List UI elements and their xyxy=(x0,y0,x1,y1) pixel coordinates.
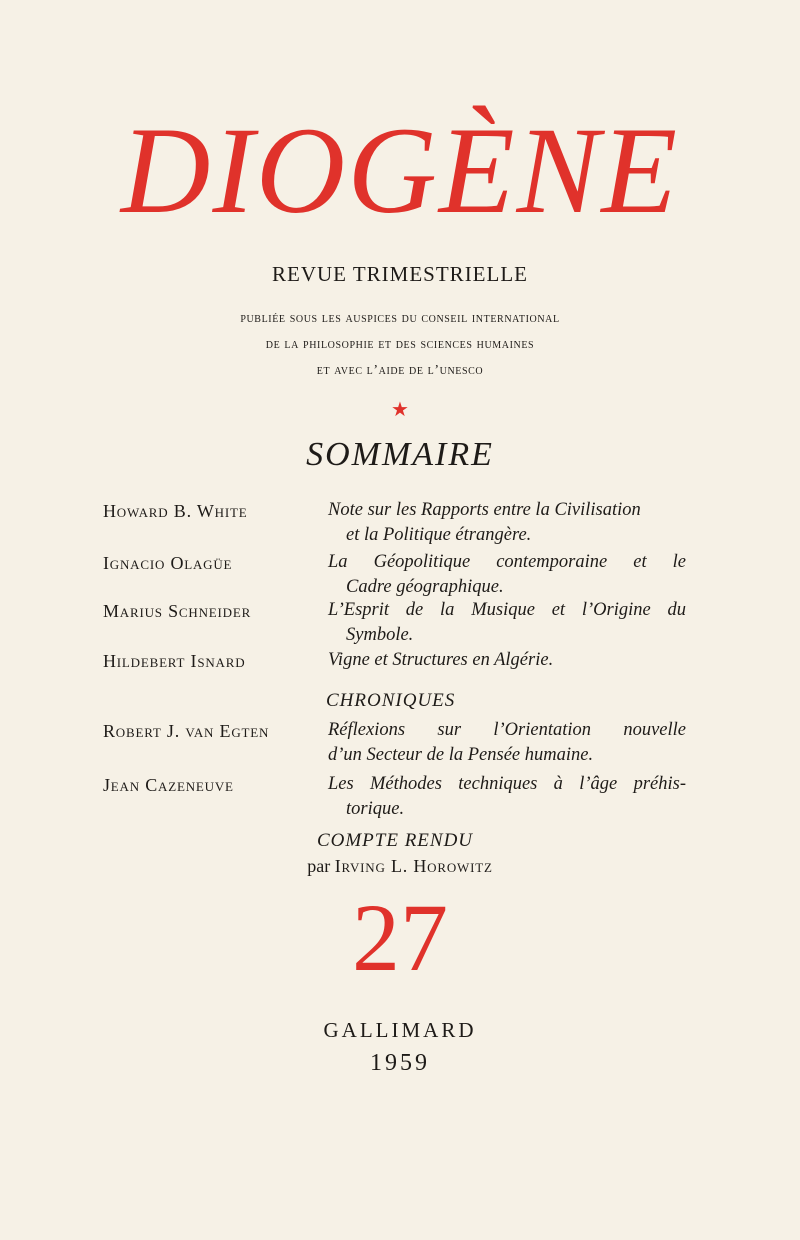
auspices-line: et avec l’aide de l’unesco xyxy=(316,363,484,378)
entry-author: Jean Cazeneuve xyxy=(103,775,234,795)
review-heading: COMPTE RENDU xyxy=(316,830,474,851)
journal-title: DIOGÈNE xyxy=(120,102,680,239)
entry-title-line: torique. xyxy=(346,799,405,819)
entry-title xyxy=(328,648,686,673)
entry-title xyxy=(328,718,686,768)
entry-author: Robert J. van Egten xyxy=(103,721,270,741)
entry-title-line: L’Esprit de la Musique et l’Origine du xyxy=(328,600,686,620)
entry-title xyxy=(328,550,686,600)
chroniques-heading: CHRONIQUES xyxy=(326,690,456,711)
entry-author: Hildebert Isnard xyxy=(103,651,246,671)
publication-year: 1959 xyxy=(370,1050,430,1076)
entry-author: Ignacio Olagüe xyxy=(103,553,233,573)
auspices-line: publiée sous les auspices du conseil international xyxy=(240,311,560,326)
auspices-line: de la philosophie et des sciences humaines xyxy=(265,337,535,352)
entry-title-line: et la Politique étrangère. xyxy=(346,525,532,545)
entry-title-line: Vigne et Structures en Algérie. xyxy=(328,650,554,670)
auspices-statement xyxy=(0,306,800,384)
review-by-prefix: par xyxy=(307,856,331,876)
entry-title-line: Les Méthodes techniques à l’âge préhis- xyxy=(328,774,686,794)
entry-title xyxy=(328,772,686,822)
entry-title-line: Symbole. xyxy=(346,625,414,645)
entry-author: Marius Schneider xyxy=(103,601,252,621)
journal-subtitle: REVUE TRIMESTRIELLE xyxy=(271,262,528,286)
issue-number: 27 xyxy=(352,884,448,991)
entry-title-line: Cadre géographique. xyxy=(346,577,504,597)
star-ornament-icon: ★ xyxy=(391,399,409,421)
publisher-name: GALLIMARD xyxy=(323,1018,477,1042)
review-byline xyxy=(0,856,800,877)
entry-title xyxy=(328,498,686,548)
entry-author: Howard B. White xyxy=(103,501,248,521)
entry-title-line: d’un Secteur de la Pensée humaine. xyxy=(328,745,594,765)
review-author: Irving L. Horowitz xyxy=(334,856,493,876)
entry-title-line: Réflexions sur l’Orientation nouvelle xyxy=(328,720,686,740)
entry-title-line: La Géopolitique contemporaine et le xyxy=(328,552,686,572)
entry-title xyxy=(328,598,686,648)
contents-heading: SOMMAIRE xyxy=(306,436,494,473)
entry-title-line: Note sur les Rapports entre la Civilisation xyxy=(328,500,641,520)
